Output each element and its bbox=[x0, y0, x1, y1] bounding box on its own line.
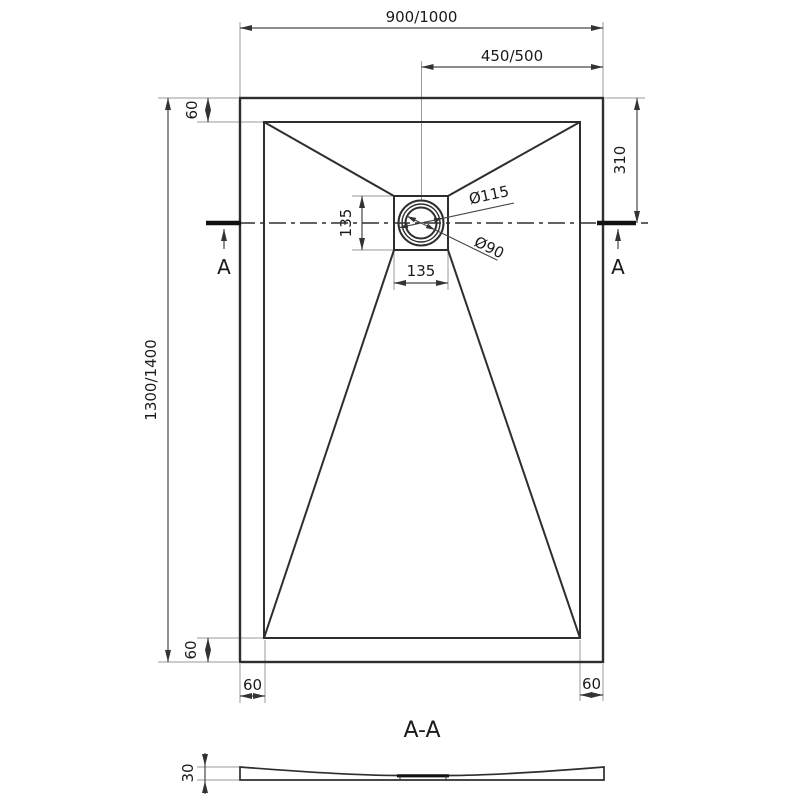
dim-label-thickness: 30 bbox=[179, 763, 197, 783]
slope-line-bottom-right bbox=[448, 250, 580, 638]
drain-assembly bbox=[394, 182, 514, 262]
section-marker-left: A bbox=[217, 255, 231, 279]
dim-label-overall-width: 900/1000 bbox=[385, 8, 458, 26]
section-view bbox=[179, 718, 604, 794]
dimensions-plan bbox=[142, 8, 637, 696]
dim-label-drainbox-height: 135 bbox=[337, 208, 355, 238]
dim-label-overall-length: 1300/1400 bbox=[142, 339, 160, 421]
dim-label-border-bottom-right: 60 bbox=[581, 675, 602, 693]
slope-line-bottom-left bbox=[264, 250, 394, 638]
slope-line-top-left bbox=[264, 122, 394, 196]
extension-lines bbox=[158, 22, 645, 703]
dim-label-border-bottom-left: 60 bbox=[242, 676, 263, 694]
dim-label-drain-from-top: 310 bbox=[611, 145, 629, 175]
slope-line-top-right bbox=[448, 122, 580, 196]
dim-label-drainbox-width: 135 bbox=[406, 262, 436, 280]
section-marker-right: A bbox=[611, 255, 625, 279]
dim-label-drain-outer-diameter: Ø115 bbox=[467, 182, 511, 209]
dim-label-drain-inner-diameter: Ø90 bbox=[471, 232, 508, 263]
dim-label-border-bottom: 60 bbox=[182, 640, 200, 660]
dim-label-drain-from-right: 450/500 bbox=[480, 47, 544, 65]
dim-label-border-top: 60 bbox=[183, 100, 201, 120]
section-profile-hatched bbox=[240, 767, 604, 780]
section-view-title: A-A bbox=[403, 718, 441, 743]
